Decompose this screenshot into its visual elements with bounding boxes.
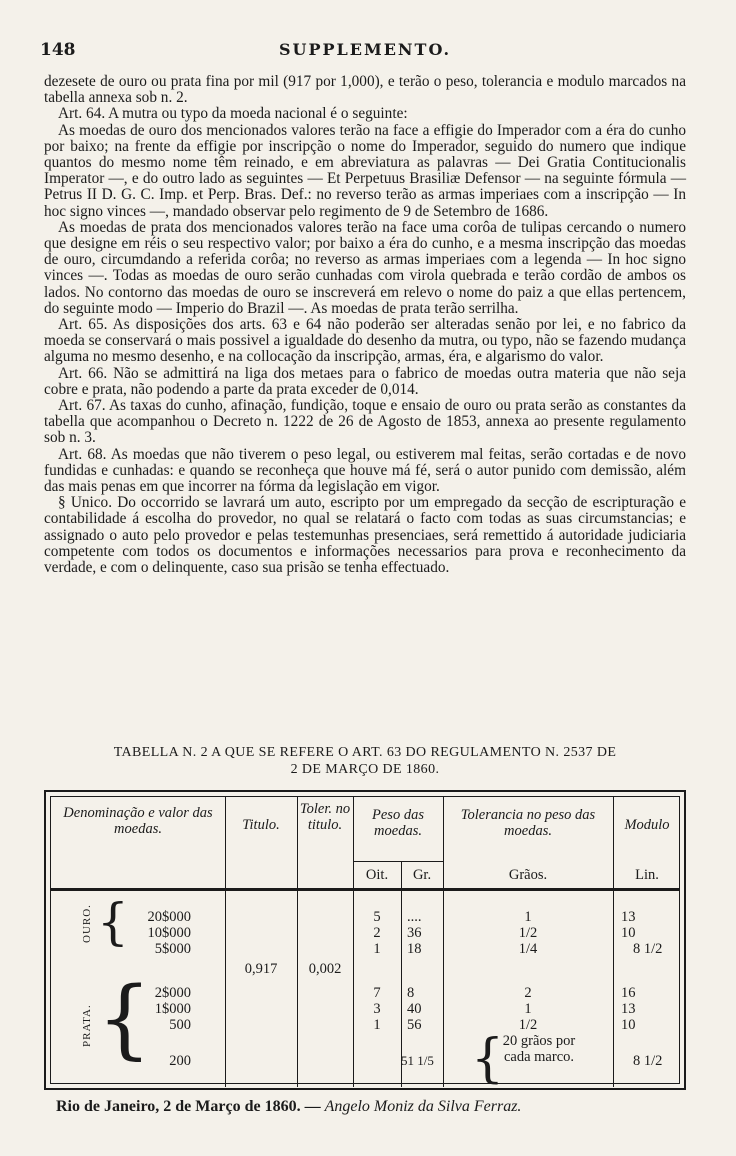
toler-titulo-value: 0,002 [308, 961, 342, 977]
gold-mod: 8 1/2 [633, 941, 663, 957]
header-rule [51, 888, 679, 891]
subheader-graos: Grãos. [508, 867, 548, 883]
gold-label: OURO. [81, 904, 93, 943]
signature: Angelo Moniz da Silva Ferraz. [324, 1098, 522, 1115]
header-titulo: Titulo. [242, 817, 280, 833]
silver-value: 200 [169, 1053, 191, 1069]
paragraph: Art. 67. As taxas do cunho, afinação, fundição, toque e ensaio de ouro ou prata serão as constantes da tabella que acompanhou o Decreto n. 1222 de 26 de Agosto de 1853, annexa ao presente regulamento sob n. 3. [44, 397, 686, 447]
paragraph: As moedas de ouro dos mencionados valores terão na face a effigie do Imperador com a éra do cunho por baixo; na frente da effigie por inscripção o nome do Imperador, seguido do numero que indique quantos do mesmo nome têm reinado, e em abreviatura as palavras — Dei Gratia Contitucionalis Imperator —, e do outro lado as seguintes — Et Perpetuus Brasiliæ Defensor — na seguinte fórmula — Petrus II D. G. C. Imp. et Perp. Bras. Def.: no reverso terão as armas imperiaes com a inscripção — In hoc signo vinces —, mandado observar pelo regimento de 9 de Setembro de 1686. [44, 121, 686, 220]
col-divider [225, 797, 226, 1087]
silver-value: 1$000 [154, 1001, 191, 1017]
table-caption-line-2: 2 DE MARÇO DE 1860. [290, 762, 440, 777]
silver-label: PRATA. [81, 1004, 93, 1047]
silver-oit: 7 [373, 985, 381, 1001]
silver-gr: 56 [407, 1017, 422, 1033]
header-modulo: Modulo [624, 817, 670, 833]
page-header [40, 40, 690, 64]
header-toler-titulo: Toler. no titulo. [299, 801, 351, 833]
silver-tol: 20 grãos por cada marco. [502, 1033, 576, 1065]
silver-mod: 8 1/2 [633, 1053, 663, 1069]
col-divider [353, 797, 354, 1087]
row-divider [353, 861, 443, 862]
gold-tol: 1/4 [518, 941, 538, 957]
col-divider [443, 797, 444, 1087]
paragraph: dezesete de ouro ou prata fina por mil (917 por 1,000), e terão o peso, tolerancia e modulo marcados na tabella annexa sob n. 2. [44, 73, 686, 107]
subheader-gr: Gr. [412, 867, 432, 883]
table-caption-line-1: TABELLA N. 2 A QUE SE REFERE O ART. 63 DO REGULAMENTO N. 2537 DE [113, 745, 617, 760]
gold-tol: 1 [524, 909, 532, 925]
gold-mod: 13 [621, 909, 636, 925]
gold-value: 20$000 [147, 909, 191, 925]
header-denominacao: Denominação e valor das moedas. [63, 805, 213, 837]
gold-brace-icon: { [97, 893, 129, 951]
gold-gr: 36 [407, 925, 422, 941]
gold-oit: 1 [373, 941, 381, 957]
coin-table-inner [50, 796, 680, 1089]
paragraph: Art. 66. Não se admittirá na liga dos metaes para o fabrico de moedas outra materia que não seja cobre e prata, não podendo a parte da prata exceder de 0,014. [44, 364, 686, 398]
silver-mod: 10 [621, 1017, 636, 1033]
gold-value: 10$000 [147, 925, 191, 941]
silver-oit: 3 [373, 1001, 381, 1017]
document-footer [56, 1098, 696, 1116]
paragraph: § Unico. Do occorrido se lavrará um auto, escripto por um empregado da secção de escripturação e contabilidade á escolha do provedor, no qual se relatará o facto com todas as suas circumstancias; e assignado o auto pelo provedor e pelas testemunhas presenciaes, será remettido á autoridade judiciaria competente com todos os documentos e informações necessarios para prova e reconhecimento da verdade, e com o delinquente, caso sua prisão se tenha effectuado. [44, 494, 686, 577]
paragraph: Art. 65. As disposições dos arts. 63 e 64 não poderão ser alteradas senão por lei, e no fabrico da moeda se conservará o mais possivel a igualdade do desenho da mutra, ou typo, não se fazendo mudança alguma no mesmo desenho, e na collocação da inscripção, armas, éra, e algarismo do valor. [44, 316, 686, 366]
gold-mod: 10 [621, 925, 636, 941]
coin-table [44, 790, 686, 1090]
silver-value: 500 [169, 1017, 191, 1033]
silver-mod: 16 [621, 985, 636, 1001]
paragraph: Art. 68. As moedas que não tiverem o peso legal, ou estiverem mal feitas, serão cortadas e de novo fundidas e cunhadas: e quando se reconheça que houve má fé, será o autor punido com demissão, além das mais penas em que incorrer na fórma da legislação em vigor. [44, 445, 686, 496]
tolerance-brace-icon: { [471, 1029, 505, 1089]
silver-value: 2$000 [154, 985, 191, 1001]
paragraph: As moedas de prata dos mencionados valores terão na face uma corôa de tulipas cercando o numero que designe em réis o seu respectivo valor; por baixo a éra do cunho, e a mesma inscripção das moedas de ouro, circumdando a referida corôa; no reverso as armas imperiaes com a legenda — In hoc signo vinces —. Todas as moedas de ouro serão cunhadas com virola quebrada e terão cordão de ambos os lados. No contorno das moedas de ouro se inscreverá em relevo o nome do paiz a que ellas pertencem, do seguinte modo — Imperio do Brazil —. As moedas de prata terão serrilha. [44, 218, 686, 317]
header-tolerancia-peso: Tolerancia no peso das moedas. [460, 807, 596, 839]
silver-gr: 51 1/5 [401, 1053, 434, 1068]
running-title: SUPPLEMENTO. [278, 40, 452, 59]
body-text [44, 74, 686, 576]
gold-oit: 2 [373, 925, 381, 941]
gold-gr: 18 [407, 941, 422, 957]
paragraph: Art. 64. A mutra ou typo da moeda nacional é o seguinte: [58, 105, 408, 123]
subheader-lin: Lin. [635, 867, 659, 883]
header-peso: Peso das moedas. [372, 807, 424, 839]
silver-tol: 1 [524, 1001, 532, 1017]
silver-tol: 2 [524, 985, 532, 1001]
page-number: 148 [40, 40, 76, 60]
gold-value: 5$000 [154, 941, 191, 957]
gold-tol: 1/2 [518, 925, 538, 941]
silver-gr: 8 [407, 985, 415, 1001]
silver-gr: 40 [407, 1001, 422, 1017]
titulo-value: 0,917 [244, 961, 278, 977]
gold-oit: 5 [373, 909, 381, 925]
col-divider [297, 797, 298, 1087]
silver-tol: 1/2 [518, 1017, 538, 1033]
gold-gr: .... [407, 909, 422, 925]
col-divider [613, 797, 614, 1087]
silver-brace-icon: { [97, 969, 152, 1069]
table-caption [44, 744, 686, 778]
silver-oit: 1 [373, 1017, 381, 1033]
subheader-oit: Oit. [365, 867, 389, 883]
silver-mod: 13 [621, 1001, 636, 1017]
place-date: Rio de Janeiro, 2 de Março de 1860. — [56, 1098, 321, 1115]
